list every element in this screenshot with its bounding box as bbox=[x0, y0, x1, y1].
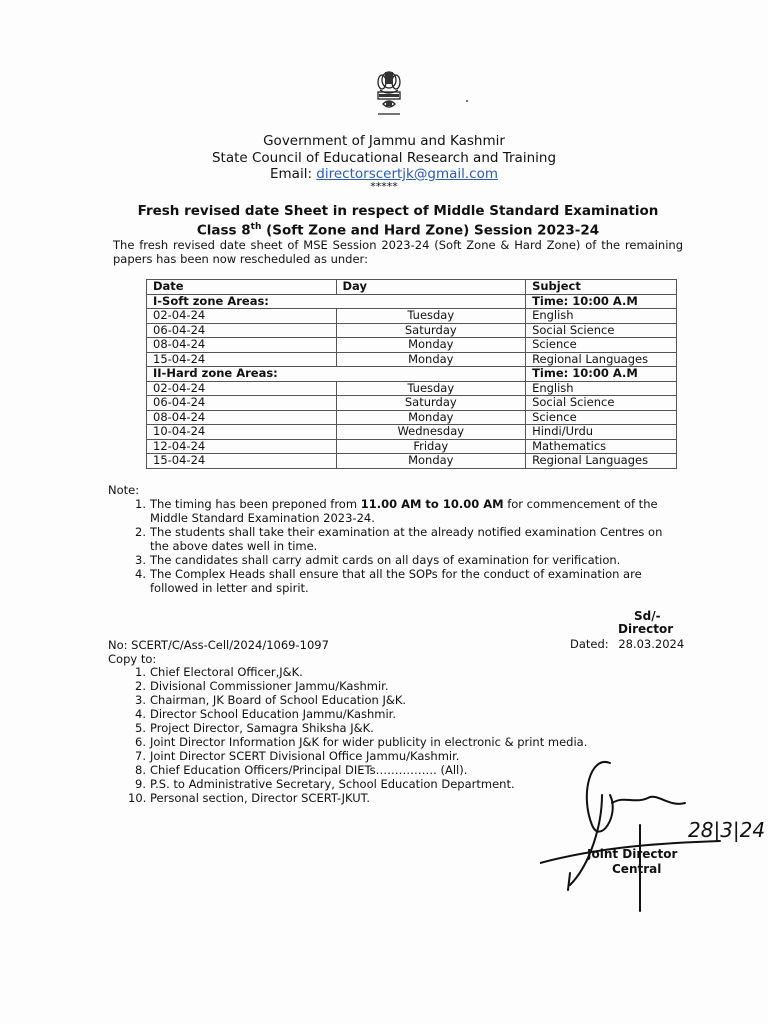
list-item: 3. Chairman, JK Board of School Education J&K. bbox=[135, 693, 407, 707]
cell-day: Monday bbox=[336, 352, 526, 367]
copy-text: P.S. to Administrative Secretary, School Education Department. bbox=[150, 777, 515, 791]
soft-zone-time: Time: 10:00 A.M bbox=[526, 294, 677, 309]
header-date: Date bbox=[147, 280, 337, 295]
cell-date: 06-04-24 bbox=[147, 323, 337, 338]
cell-day: Saturday bbox=[336, 396, 526, 411]
cell-day: Monday bbox=[336, 410, 526, 425]
cell-date: 10-04-24 bbox=[147, 425, 337, 440]
list-item: 1. Chief Electoral Officer,J&K. bbox=[135, 665, 303, 679]
email-label: Email: bbox=[269, 166, 312, 182]
class-text: Class 8 bbox=[196, 222, 251, 239]
list-item: 10. Personal section, Director SCERT-JKUT. bbox=[128, 791, 370, 805]
note-item: 3. The candidates shall carry admit cards on all days of examination for verification. bbox=[135, 553, 621, 567]
reference-number: No: SCERT/C/Ass-Cell/2024/1069-1097 bbox=[108, 638, 329, 652]
cell-subject: Social Science bbox=[526, 323, 677, 338]
note-item: 2. The students shall take their examination at the already notified examination Centres on the above dates well in time. bbox=[135, 525, 663, 553]
stars-divider: ***** bbox=[370, 180, 398, 193]
copy-text: Director School Education Jammu/Kashmir. bbox=[150, 707, 396, 721]
cell-subject: English bbox=[526, 309, 677, 324]
table-row bbox=[147, 309, 677, 324]
cell-date: 08-04-24 bbox=[147, 338, 337, 353]
cell-date: 02-04-24 bbox=[147, 381, 337, 396]
council-name: State Council of Educational Research and Training bbox=[211, 150, 557, 166]
list-item: 5. Project Director, Samagra Shiksha J&K. bbox=[135, 721, 374, 735]
soft-zone-label: I-Soft zone Areas: bbox=[147, 294, 526, 309]
central-label: Central bbox=[612, 862, 662, 876]
copy-text: Personal section, Director SCERT-JKUT. bbox=[150, 791, 370, 805]
copy-to-label: Copy to: bbox=[108, 652, 157, 666]
handwritten-date: 28|3|24 bbox=[688, 818, 766, 842]
table-row bbox=[147, 425, 677, 440]
note-label: Note: bbox=[108, 483, 140, 497]
copy-text: Chairman, JK Board of School Education J&K. bbox=[150, 693, 407, 707]
cell-subject: Science bbox=[526, 410, 677, 425]
note-bold-time: 11.00 AM to 10.00 AM bbox=[360, 497, 504, 511]
cell-subject: Hindi/Urdu bbox=[526, 425, 677, 440]
cell-day: Saturday bbox=[336, 323, 526, 338]
cell-subject: Regional Languages bbox=[526, 454, 677, 469]
cell-date: 15-04-24 bbox=[147, 454, 337, 469]
cell-day: Monday bbox=[336, 338, 526, 353]
dated-label: Dated: bbox=[570, 637, 609, 651]
list-item: 8. Chief Education Officers/Principal DIETs……………. (All). bbox=[135, 763, 468, 777]
cell-date: 15-04-24 bbox=[147, 352, 337, 367]
cell-day: Wednesday bbox=[336, 425, 526, 440]
header-day: Day bbox=[336, 280, 526, 295]
note-item: 1. The timing has been preponed from 11.00 AM to 10.00 AM for commencement of the Middle Standard Examination 2023-24. bbox=[135, 497, 658, 525]
cell-date: 12-04-24 bbox=[147, 439, 337, 454]
cell-date: 08-04-24 bbox=[147, 410, 337, 425]
date-sheet-table bbox=[146, 279, 677, 469]
note-text: The candidates shall carry admit cards on all days of examination for verification. bbox=[150, 553, 621, 567]
handwritten-signature bbox=[540, 755, 768, 915]
table-header-row bbox=[147, 280, 677, 295]
copy-text: Chief Electoral Officer,J&K. bbox=[150, 665, 303, 679]
cell-subject: English bbox=[526, 381, 677, 396]
document-title-line2 bbox=[0, 219, 768, 240]
govt-name: Government of Jammu and Kashmir bbox=[263, 133, 505, 149]
cell-subject: Mathematics bbox=[526, 439, 677, 454]
copy-text: Project Director, Samagra Shiksha J&K. bbox=[150, 721, 374, 735]
table-row bbox=[147, 381, 677, 396]
notes-list bbox=[128, 497, 684, 595]
hard-zone-time: Time: 10:00 A.M bbox=[526, 367, 677, 382]
list-item: 4. Director School Education Jammu/Kashmir. bbox=[135, 707, 396, 721]
dated-line bbox=[570, 637, 684, 651]
intro-paragraph: The fresh revised date sheet of MSE Session 2023-24 (Soft Zone & Hard Zone) of the remaining papers has been now rescheduled as under: bbox=[113, 238, 683, 266]
copy-text: Divisional Commissioner Jammu/Kashmir. bbox=[150, 679, 389, 693]
cell-day: Monday bbox=[336, 454, 526, 469]
list-item: 2. Divisional Commissioner Jammu/Kashmir. bbox=[135, 679, 389, 693]
table-row bbox=[147, 439, 677, 454]
soft-zone-row bbox=[147, 294, 677, 309]
list-item: 6. Joint Director Information J&K for wider publicity in electronic & print media. bbox=[135, 735, 588, 749]
director-title: Director bbox=[618, 622, 674, 636]
joint-director-title: Joint Director bbox=[587, 847, 678, 861]
email-link[interactable]: directorscertjk@gmail.com bbox=[316, 166, 498, 182]
table-row bbox=[147, 352, 677, 367]
session-text: (Soft Zone and Hard Zone) Session 2023-24 bbox=[261, 222, 600, 239]
cell-day: Tuesday bbox=[336, 381, 526, 396]
list-item: 9. P.S. to Administrative Secretary, School Education Department. bbox=[135, 777, 515, 791]
state-emblem-icon bbox=[372, 68, 406, 124]
cell-subject: Regional Languages bbox=[526, 352, 677, 367]
cell-date: 06-04-24 bbox=[147, 396, 337, 411]
cell-subject: Social Science bbox=[526, 396, 677, 411]
cell-date: 02-04-24 bbox=[147, 309, 337, 324]
note-text: The Complex Heads shall ensure that all the SOPs for the conduct of examination are followed in letter and spirit. bbox=[150, 567, 642, 595]
copy-text: Chief Education Officers/Principal DIETs……………. (All). bbox=[150, 763, 468, 777]
header-subject: Subject bbox=[526, 280, 677, 295]
cell-day: Friday bbox=[336, 439, 526, 454]
note-text: The timing has been preponed from bbox=[150, 497, 361, 511]
speck bbox=[466, 100, 468, 102]
table-row bbox=[147, 410, 677, 425]
copy-text: Joint Director Information J&K for wider publicity in electronic & print media. bbox=[150, 735, 588, 749]
table-row bbox=[147, 338, 677, 353]
note-text: for commencement of the Middle Standard Examination 2023-24. bbox=[150, 497, 658, 525]
table-row bbox=[147, 454, 677, 469]
table-row bbox=[147, 323, 677, 338]
cell-subject: Science bbox=[526, 338, 677, 353]
copy-text: Joint Director SCERT Divisional Office Jammu/Kashmir. bbox=[150, 749, 460, 763]
hard-zone-label: II-Hard zone Areas: bbox=[147, 367, 526, 382]
note-item: 4. The Complex Heads shall ensure that all the SOPs for the conduct of examination are followed in letter and spirit. bbox=[135, 567, 642, 595]
document-title-line1: Fresh revised date Sheet in respect of Middle Standard Examination bbox=[137, 203, 659, 219]
dated-value: 28.03.2024 bbox=[618, 637, 685, 651]
note-text: The students shall take their examination at the already notified examination Centres on the above dates well in time. bbox=[150, 525, 663, 553]
class-sup: th bbox=[250, 222, 262, 232]
sd-mark: Sd/- bbox=[634, 609, 661, 623]
table-row bbox=[147, 396, 677, 411]
cell-day: Tuesday bbox=[336, 309, 526, 324]
hard-zone-row bbox=[147, 367, 677, 382]
list-item: 7. Joint Director SCERT Divisional Office Jammu/Kashmir. bbox=[135, 749, 460, 763]
